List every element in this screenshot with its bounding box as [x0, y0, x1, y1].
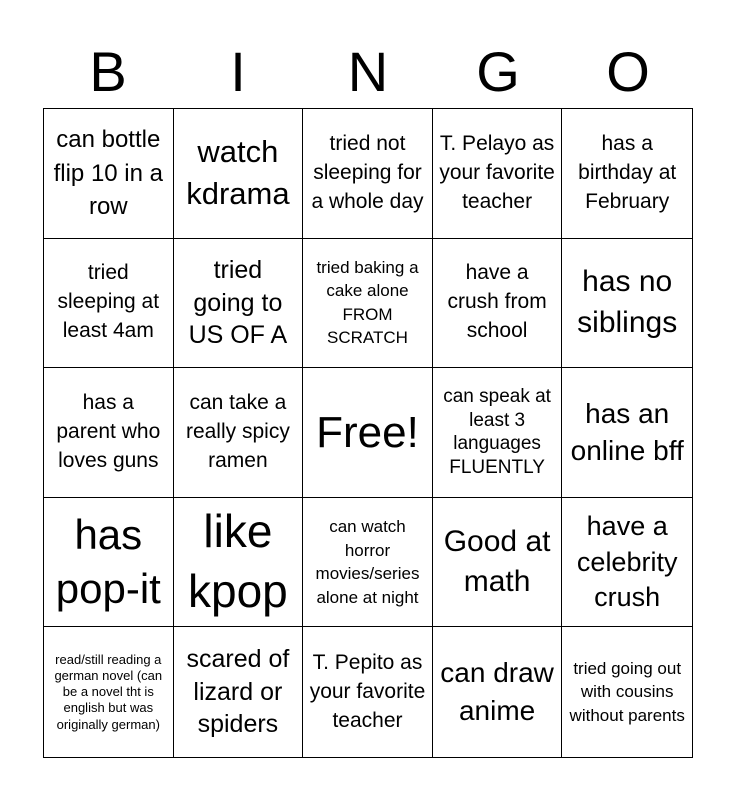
- bingo-cell-r1c1[interactable]: [44, 109, 174, 239]
- cell-text: tried baking a cake alone FROM SCRATCH: [316, 257, 419, 348]
- header-letter-n: N: [347, 40, 389, 103]
- header-letter-i: I: [230, 40, 246, 103]
- bingo-cell-r5c5[interactable]: [562, 627, 692, 757]
- cell-text: can draw anime: [440, 657, 554, 727]
- header-letter-o: O: [606, 40, 650, 103]
- cell-text: can take a really spicy ramen: [185, 391, 290, 472]
- free-space-label: Free!: [316, 407, 419, 457]
- bingo-cell-r2c5[interactable]: [562, 239, 692, 369]
- cell-text: can speak at least 3 languages FLUENTLY: [443, 385, 551, 479]
- bingo-cell-r2c4[interactable]: [433, 239, 563, 369]
- cell-text: watch kdrama: [186, 133, 290, 212]
- bingo-cell-r4c5[interactable]: [562, 498, 692, 628]
- cell-text: tried going out with cousins without parents: [569, 659, 685, 725]
- bingo-cell-r5c1[interactable]: [44, 627, 174, 757]
- bingo-cell-r4c3[interactable]: [303, 498, 433, 628]
- header-letter-g: G: [476, 40, 520, 103]
- bingo-cell-r3c1[interactable]: [44, 368, 174, 498]
- bingo-cell-r1c4[interactable]: [433, 109, 563, 239]
- free-space[interactable]: [303, 368, 433, 498]
- bingo-cell-r2c3[interactable]: [303, 239, 433, 369]
- cell-text: have a crush from school: [447, 261, 547, 343]
- bingo-cell-r1c3[interactable]: [303, 109, 433, 239]
- bingo-cell-r5c2[interactable]: [174, 627, 304, 757]
- cell-text: can bottle flip 10 in a row: [53, 125, 163, 221]
- bingo-header: [43, 36, 693, 108]
- bingo-cell-r5c4[interactable]: [433, 627, 563, 757]
- cell-text: has pop-it: [55, 510, 161, 613]
- cell-text: tried not sleeping for a whole day: [311, 131, 424, 213]
- cell-text: T. Pelayo as your favorite teacher: [439, 131, 555, 213]
- header-letter-b: B: [89, 40, 127, 103]
- cell-text: Good at math: [443, 524, 551, 599]
- cell-text: tried going to US OF A: [188, 256, 288, 350]
- cell-text: scared of lizard or spiders: [186, 645, 290, 739]
- cell-text: has an online bff: [570, 397, 684, 467]
- bingo-cell-r3c4[interactable]: [433, 368, 563, 498]
- bingo-cell-r4c2[interactable]: [174, 498, 304, 628]
- cell-text: have a celebrity crush: [576, 511, 678, 612]
- cell-text: has a parent who loves guns: [56, 391, 161, 472]
- bingo-cell-r4c4[interactable]: [433, 498, 563, 628]
- bingo-cell-r2c1[interactable]: [44, 239, 174, 369]
- cell-text: like kpop: [188, 505, 288, 618]
- bingo-cell-r5c3[interactable]: [303, 627, 433, 757]
- cell-text: can watch horror movies/series alone at night: [315, 517, 420, 607]
- bingo-cell-r3c2[interactable]: [174, 368, 304, 498]
- cell-text: tried sleeping at least 4am: [57, 261, 160, 343]
- cell-text: read/still reading a german novel (can be a novel tht is english but was originally german): [54, 651, 163, 732]
- bingo-cell-r1c2[interactable]: [174, 109, 304, 239]
- bingo-board: [43, 108, 693, 758]
- bingo-cell-r2c2[interactable]: [174, 239, 304, 369]
- bingo-cell-r1c5[interactable]: [562, 109, 692, 239]
- cell-text: has no siblings: [577, 265, 678, 339]
- bingo-cell-r4c1[interactable]: [44, 498, 174, 628]
- bingo-cell-r3c5[interactable]: [562, 368, 692, 498]
- cell-text: T. Pepito as your favorite teacher: [309, 650, 426, 732]
- cell-text: has a birthday at February: [578, 131, 677, 213]
